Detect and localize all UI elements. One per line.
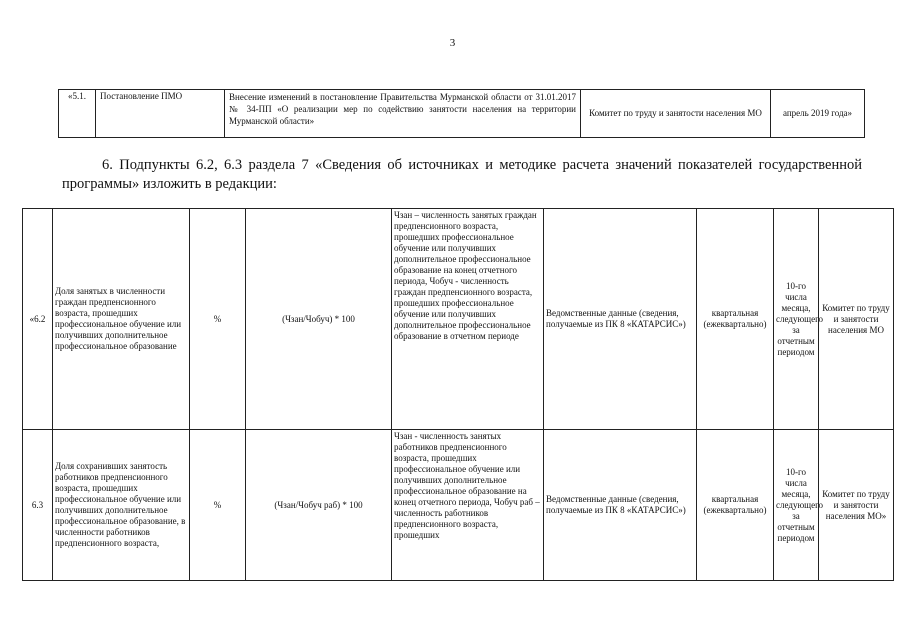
indicator-frequency: квартальная (ежеквартальнo) <box>697 209 774 430</box>
document-type: Постановление ПМО <box>96 90 225 138</box>
indicator-source: Ведомственные данные (сведения, получаемые из ПК 8 «КАТАРСИС») <box>544 209 697 430</box>
indicator-name: Доля занятых в численности граждан предпенсионного возраста, прошедших профессиональное обучение или получивших дополнительное профессиональное образование <box>53 209 190 430</box>
indicator-responsible: Комитет по труду и занятости населения МО» <box>819 430 894 581</box>
top-table <box>58 89 865 138</box>
indicator-frequency: квартальная (ежеквартальнo) <box>697 430 774 581</box>
indicator-variables-cell <box>392 430 544 581</box>
table-row <box>23 430 894 581</box>
indicator-name-cell <box>53 430 190 581</box>
indicator-source: Ведомственные данные (сведения, получаемые из ПК 8 «КАТАРСИС») <box>544 430 697 581</box>
row-number: «5.1. <box>59 90 96 138</box>
page-number: 3 <box>449 37 456 49</box>
table-row <box>23 209 894 430</box>
indicator-term: 10-го числа месяца, следующего за отчетным периодом <box>774 209 819 430</box>
indicator-term: 10-го числа месяца, следующего за отчетным периодом <box>774 430 819 581</box>
measure-description: Внесение изменений в постановление Правительства Мурманской области от 31.01.2017 № 34-ПП «О реализации мер по содействию занятости населения на территории Мурманской области» <box>225 90 581 138</box>
indicator-formula: (Чзан/Чобуч раб) * 100 <box>246 430 392 581</box>
table-row <box>59 90 865 138</box>
indicator-unit: % <box>190 430 246 581</box>
responsible-executor: Комитет по труду и занятости населения МО <box>581 90 771 138</box>
indicator-formula: (Чзан/Чобуч) * 100 <box>246 209 392 430</box>
indicator-variables: Чзан - численность занятых работников предпенсионного возраста, прошедших профессиональное обучение или получивших дополнительное профессиональное образование на конец отчетного периода, Чобуч раб – численность работников предпенсионного возраста, прошедших <box>394 431 540 540</box>
indicator-number: 6.3 <box>23 430 53 581</box>
indicator-variables: Чзан – численность занятых граждан предпенсионного возраста, прошедших профессиональное обучение или получивших дополнительное профессиональное образование на конец отчетного периода, Чобуч - численность граждан предпенсионного возраста, прошедших профессиональное обучение или получивших дополнительное профессиональное образование в отчетном периоде <box>392 209 544 430</box>
indicators-table <box>22 208 894 581</box>
amendment-paragraph: 6. Подпункты 6.2, 6.3 раздела 7 «Сведения об источниках и методике расчета значений показателей государственной программы» изложить в редакции: <box>62 157 862 192</box>
indicator-responsible: Комитет по труду и занятости населения МО <box>819 209 894 430</box>
indicator-name: Доля сохранивших занятость работников предпенсионного возраста, прошедших профессиональное обучение или получивших дополнительное профессиональное образование, в численности работников предпенсионного возраста, <box>55 461 186 548</box>
indicator-unit: % <box>190 209 246 430</box>
deadline: апрель 2019 года» <box>771 90 865 138</box>
indicator-number: «6.2 <box>23 209 53 430</box>
